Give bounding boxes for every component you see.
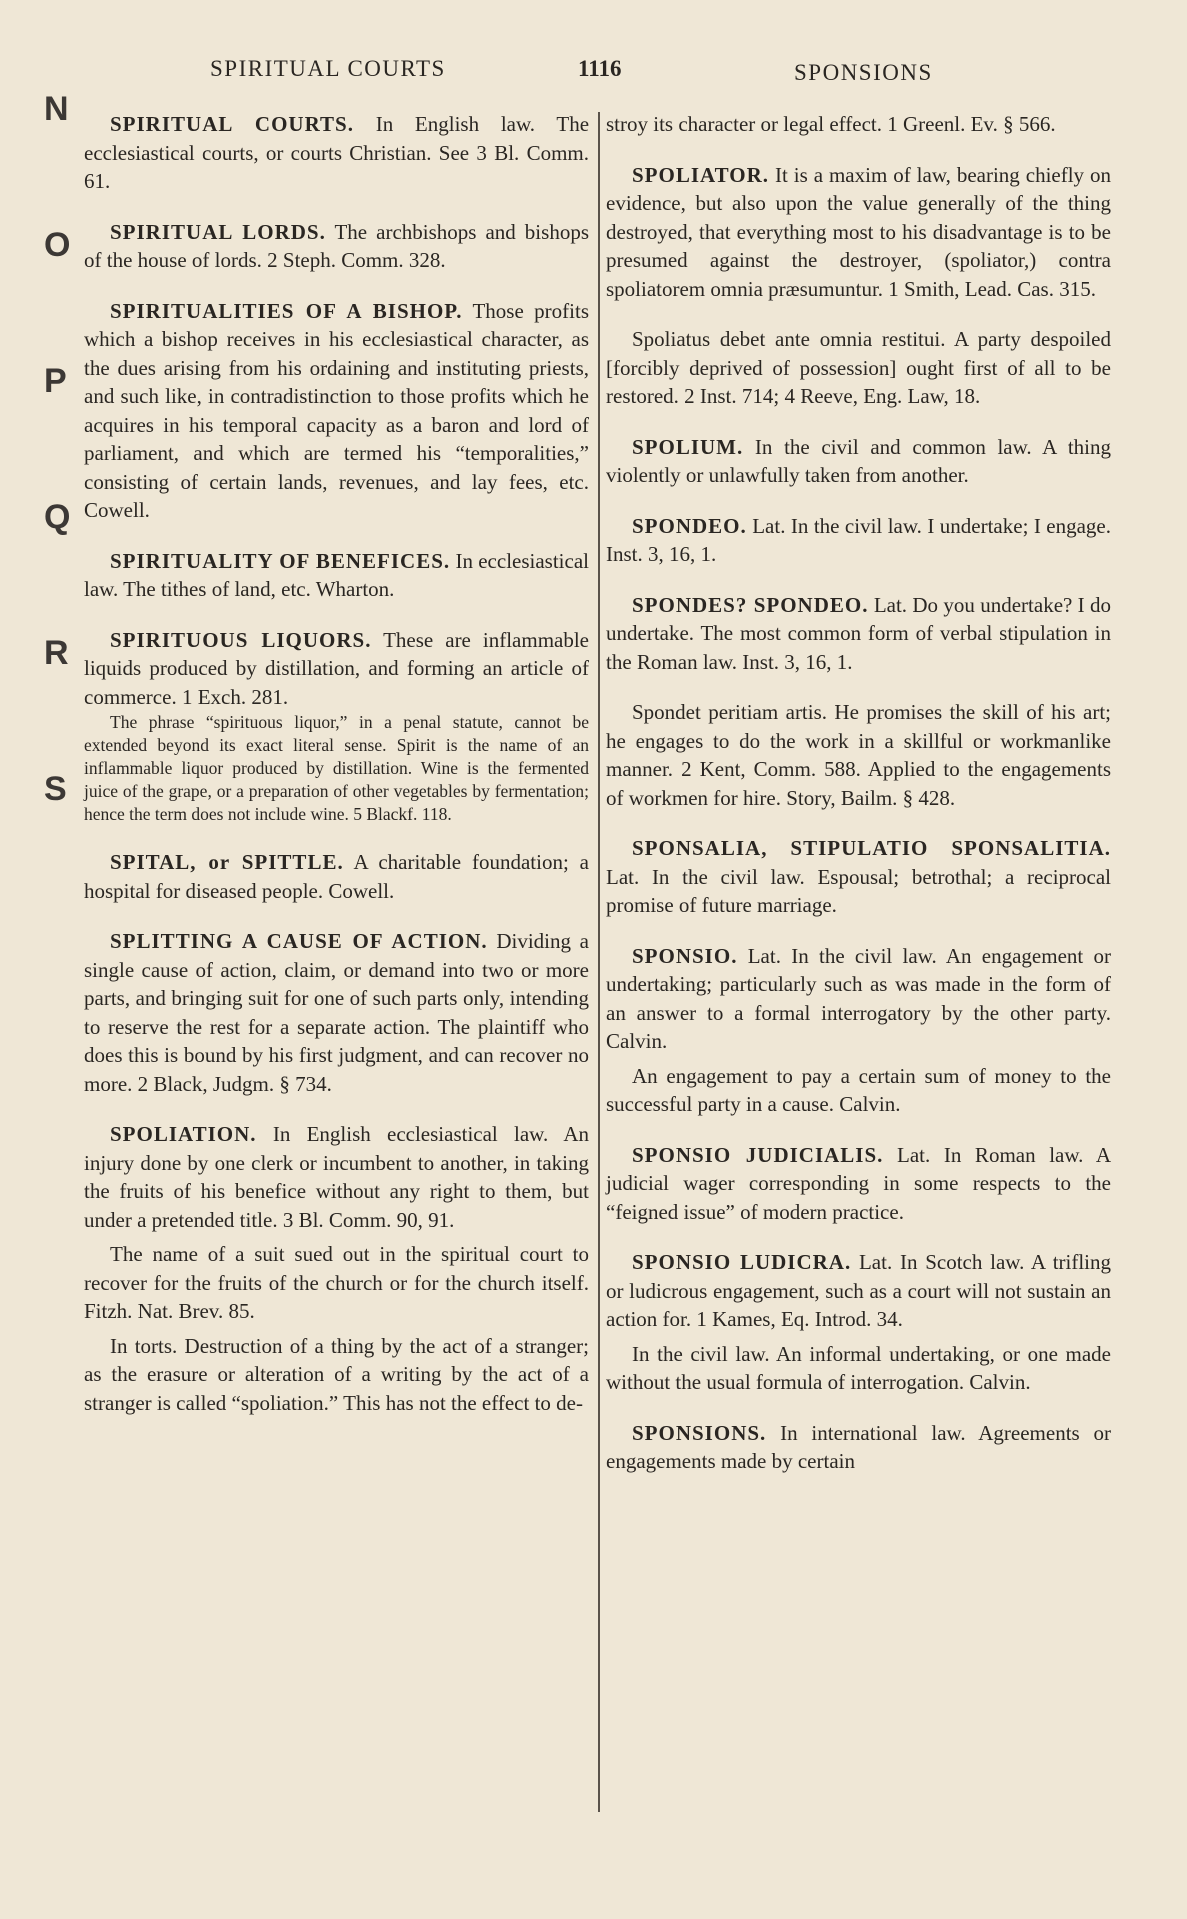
entry-text: It is a maxim of law, bearing chiefly on evidence, but also upon the value generally of the thing destroyed, that everything most to his disadvantage is to be presumed against the destroyer, (spoliator,) contra spoliatorem omnia præsumuntur. 1 Smith, Lead. Cas. 315. — [606, 162, 1112, 301]
entry — [84, 848, 589, 905]
thumb-tab-o[interactable]: O — [44, 226, 71, 264]
entry — [606, 1141, 1111, 1227]
entry — [606, 942, 1111, 1119]
running-head — [0, 56, 1187, 92]
entry-text: Spoliatus debet ante omnia restitui. A party despoiled [forcibly deprived of possession] ought first of all to be restored. 2 Inst. 714; 4 Reeve, Eng. Law, 18. — [606, 327, 1111, 408]
entry-headword: SPONSIO JUDICIALIS. — [632, 1142, 884, 1167]
entry — [606, 591, 1111, 677]
left-column — [84, 110, 589, 1439]
entry-headword: SPONSIO. — [632, 943, 738, 968]
entry-headword: SPIRITUAL COURTS. — [110, 112, 354, 136]
entry-headword: SPITAL, or SPITTLE. — [110, 850, 344, 874]
entry — [606, 1248, 1111, 1397]
page-number: 1116 — [578, 56, 622, 81]
entry-text: Dividing a single cause of action, claim, or demand into two or more parts, and bringing suit for one of such parts only, intending to reserve the rest for a separate action. The plaintiff who does this is bound by his first judgment, and can recover no more. 2 Black, Judgm. § 734. — [84, 929, 590, 1096]
entry-text: Lat. In Scotch law. A trifling or ludicrous engagement, such as a court will not sustain an action for. 1 Kames, Eq. Introd. 34. — [606, 1250, 1112, 1331]
entry-subsense: In torts. Destruction of a thing by the act of a stranger; as the erasure or alteration of a writing by the act of a stranger is called “spoliation.” This has not the effect to de- — [84, 1333, 589, 1415]
entry-headword: SPLITTING A CAUSE OF ACTION. — [110, 929, 488, 953]
entry — [84, 927, 589, 1098]
entry — [606, 698, 1111, 812]
entry — [84, 626, 589, 827]
entry-headword: SPIRITUALITY OF BENEFICES. — [110, 548, 451, 573]
thumb-tab-p[interactable]: P — [44, 362, 67, 400]
entry-note: The phrase “spirituous liquor,” in a penal statute, cannot be extended beyond its exact literal sense. Spirit is the name of an inflammable liquor produced by distillation. Wine is the fermented juice of the grape, or a preparation of other vegetables by fermentation; hence the term does not include wine. 5 Blackf. 118. — [84, 712, 589, 824]
entry-headword: SPOLIATION. — [110, 1122, 257, 1146]
entry — [606, 512, 1111, 569]
entry-headword: SPOLIATOR. — [632, 162, 770, 187]
entry — [84, 110, 589, 196]
entry-text: The archbishops and bishops of the house of lords. 2 Steph. Comm. 328. — [84, 219, 589, 272]
entry-text: Lat. In the civil law. An engagement or undertaking; particularly such as was made in the form of an answer to a formal interrogatory by the other party. Calvin. — [606, 943, 1111, 1053]
entry-subsense: The name of a suit sued out in the spiritual court to recover for the fruits of the church or for the church itself. Fitzh. Nat. Brev. 85. — [84, 1242, 589, 1323]
entry — [606, 433, 1111, 490]
entry — [606, 834, 1111, 920]
entry-headword: SPONSIO LUDICRA. — [632, 1250, 852, 1274]
entry-text: Lat. In the civil law. I undertake; I engage. Inst. 3, 16, 1. — [606, 513, 1111, 566]
entry-text: Spondet peritiam artis. He promises the skill of his art; he engages to do the work in a skillful or workmanlike manner. 2 Kent, Comm. 588. Applied to the engagements of workmen for hire. Story, Bailm. § 428. — [606, 700, 1111, 810]
entry-headword: SPONDEO. — [632, 513, 747, 538]
entry-text: These are inflammable liquids produced by distillation, and forming an article of commerce. 1 Exch. 281. — [84, 627, 590, 709]
column-divider — [598, 112, 600, 1812]
thumb-index — [44, 0, 84, 1919]
entry-headword: SPIRITUALITIES OF A BISHOP. — [110, 298, 463, 323]
entry-text: A charitable foundation; a hospital for diseased people. Cowell. — [84, 850, 589, 903]
entry-text: Lat. In the civil law. Espousal; betrothal; a reciprocal promise of future marriage. — [606, 864, 1111, 917]
entry-text: In international law. Agreements or engagements made by certain — [606, 1420, 1112, 1473]
running-head-left: SPIRITUAL COURTS — [210, 56, 446, 81]
entry — [606, 161, 1111, 304]
entry — [84, 297, 589, 525]
entry-text: Lat. In Roman law. A judicial wager corresponding in some respects to the “feigned issue” of modern practice. — [606, 1142, 1112, 1224]
continued-text: stroy its character or legal effect. 1 Greenl. Ev. § 566. — [606, 112, 1056, 136]
thumb-tab-n[interactable]: N — [44, 90, 69, 128]
entry-text: Those profits which a bishop receives in his ecclesiastical character, as the dues arising from his ordaining and instituting priests, and such like, in contradistinction to those profits which he acquires in his temporal capacity as a baron and lord of parliament, and which are termed his “temporalities,” consisting of certain lands, revenues, and lay fees, etc. Cowell. — [84, 298, 589, 522]
entry-headword: SPIRITUOUS LIQUORS. — [110, 627, 372, 652]
entry-text: Lat. Do you undertake? I do undertake. The most common form of verbal stipulation in the Roman law. Inst. 3, 16, 1. — [606, 592, 1112, 674]
entry-subsense: An engagement to pay a certain sum of money to the successful party in a cause. Calvin. — [606, 1063, 1111, 1116]
entry-headword: SPONDES? SPONDEO. — [632, 592, 869, 617]
thumb-tab-q[interactable]: Q — [44, 498, 71, 536]
running-head-right: SPONSIONS — [794, 60, 933, 85]
entry-subsense: In the civil law. An informal undertaking, or one made without the usual formula of interrogation. Calvin. — [606, 1341, 1111, 1394]
entry — [606, 325, 1111, 411]
entry-text: In the civil and common law. A thing violently or unlawfully taken from another. — [606, 434, 1111, 487]
thumb-tab-r[interactable]: R — [44, 634, 69, 672]
thumb-tab-s[interactable]: S — [44, 770, 67, 808]
entry — [606, 1419, 1111, 1476]
entry — [84, 547, 589, 604]
entry-headword: SPIRITUAL LORDS. — [110, 219, 326, 244]
entry-headword: SPONSALIA, STIPULATIO SPONSALITIA. — [632, 836, 1111, 860]
entry-text: In English law. The ecclesiastical courts, or courts Christian. See 3 Bl. Comm. 61. — [84, 112, 590, 193]
right-column — [606, 110, 1111, 1498]
entry-headword: SPOLIUM. — [632, 434, 744, 459]
entry — [84, 218, 589, 275]
entry-text: In English ecclesiastical law. An injury done by one clerk or incumbent to another, in taking the fruits of his benefice without any right to them, but under a pretended title. 3 Bl. Comm. 90, 91. — [84, 1122, 590, 1232]
entry — [84, 1120, 589, 1417]
entry-headword: SPONSIONS. — [632, 1420, 767, 1445]
entry-text: In ecclesiastical law. The tithes of land, etc. Wharton. — [84, 548, 589, 601]
